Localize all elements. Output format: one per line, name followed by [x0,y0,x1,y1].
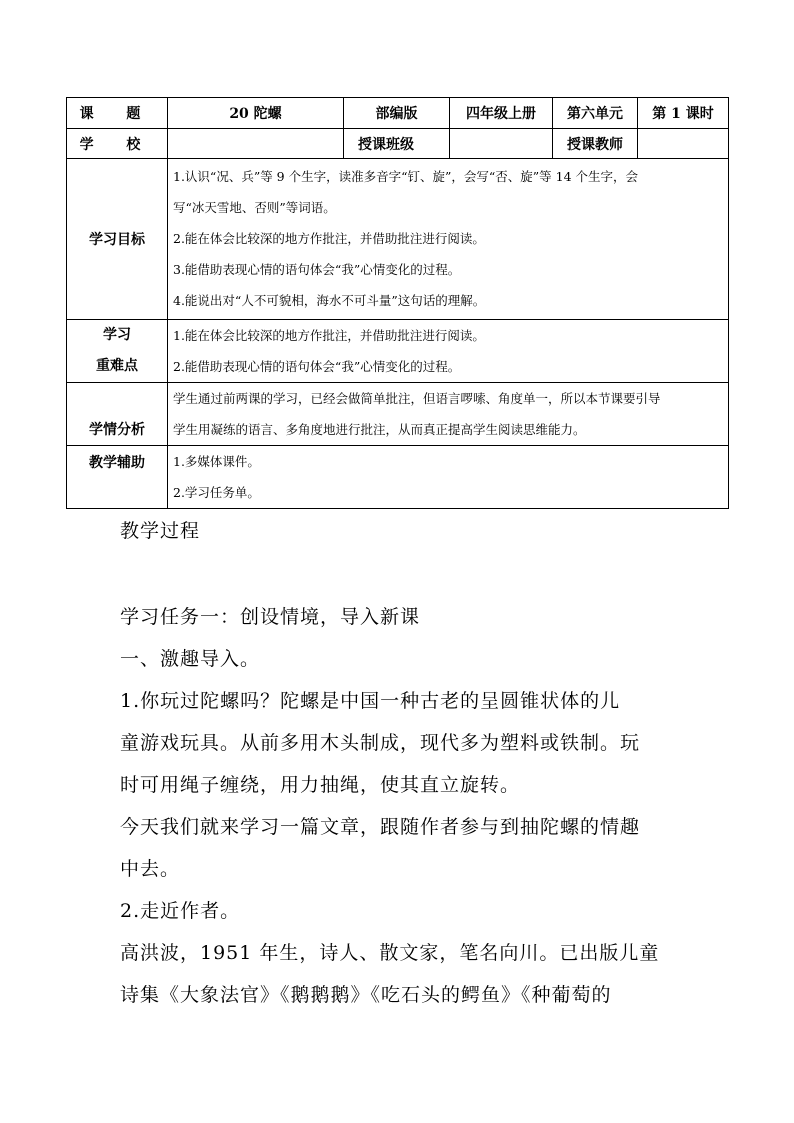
goals-label: 学习目标 [67,159,168,320]
school-value [168,129,344,159]
table-row [67,129,729,159]
body-content [120,596,680,1016]
goal-line: 写“冰天雪地、否则”等词语。 [173,200,336,215]
class-value [450,129,553,159]
task-heading: 学习任务一：创设情境，导入新课 [120,606,421,628]
aids-label: 教学辅助 [67,446,168,509]
period: 第 1 课时 [638,98,729,129]
goal-line: 3.能借助表现心情的语句体会“我”心情变化的过程。 [173,262,461,277]
table-row [67,446,729,509]
analysis-label: 学情分析 [67,383,168,446]
key-points-label: 学习 重难点 [67,320,168,383]
lesson-title: 20 陀螺 [168,98,344,129]
edition: 部编版 [344,98,450,129]
aids-content [168,446,729,509]
teacher-label: 授课教师 [553,129,638,159]
item-heading: 2.走近作者。 [120,900,241,922]
analysis-line: 学生用凝练的语言、多角度地进行批注，从而真正提高学生阅读思维能力。 [173,422,586,437]
table-row [67,98,729,129]
key-point-line: 1.能在体会比较深的地方作批注，并借助批注进行阅读。 [173,328,485,343]
topic-label: 课 题 [67,98,168,129]
goals-content [168,159,729,320]
key-point-line: 2.能借助表现心情的语句体会“我”心情变化的过程。 [173,359,461,374]
table-row [67,159,729,320]
class-label: 授课班级 [344,129,450,159]
unit: 第六单元 [553,98,638,129]
grade: 四年级上册 [450,98,553,129]
lesson-plan-table [66,97,729,509]
aid-line: 1.多媒体课件。 [173,454,260,469]
paragraph-line: 1.你玩过陀螺吗？陀螺是中国一种古老的呈圆锥状体的儿 [120,690,621,712]
analysis-content [168,383,729,446]
part-heading: 一、激趣导入。 [120,648,261,670]
goal-line: 2.能在体会比较深的地方作批注，并借助批注进行阅读。 [173,231,485,246]
table-row [67,383,729,446]
table-row [67,320,729,383]
section-title: 教学过程 [120,520,201,542]
aid-line: 2.学习任务单。 [173,485,260,500]
school-label: 学 校 [67,129,168,159]
paragraph-line: 中去。 [120,858,181,880]
paragraph-line: 高洪波，1951 年生，诗人、散文家，笔名向川。已出版儿童 [120,942,660,964]
paragraph-line: 诗集《大象法官》《鹅鹅鹅》《吃石头的鳄鱼》《种葡萄的 [120,984,612,1006]
paragraph-line: 时可用绳子缠绕，用力抽绳，使其直立旋转。 [120,774,521,796]
paragraph-line: 童游戏玩具。从前多用木头制成，现代多为塑料或铁制。玩 [120,732,641,754]
goal-line: 4.能说出对“人不可貌相，海水不可斗量”这句话的理解。 [173,293,486,308]
analysis-line: 学生通过前两课的学习，已经会做简单批注，但语言啰嗦、角度单一，所以本节课要引导 [173,391,661,406]
goal-line: 1.认识“况、兵”等 9 个生字，读准多音字“钉、旋”，会写“否、旋”等 14 个生字，会 [173,169,639,184]
paragraph-line: 今天我们就来学习一篇文章，跟随作者参与到抽陀螺的情趣 [120,816,641,838]
body-section [120,516,680,546]
teacher-value [638,129,729,159]
key-points-content [168,320,729,383]
